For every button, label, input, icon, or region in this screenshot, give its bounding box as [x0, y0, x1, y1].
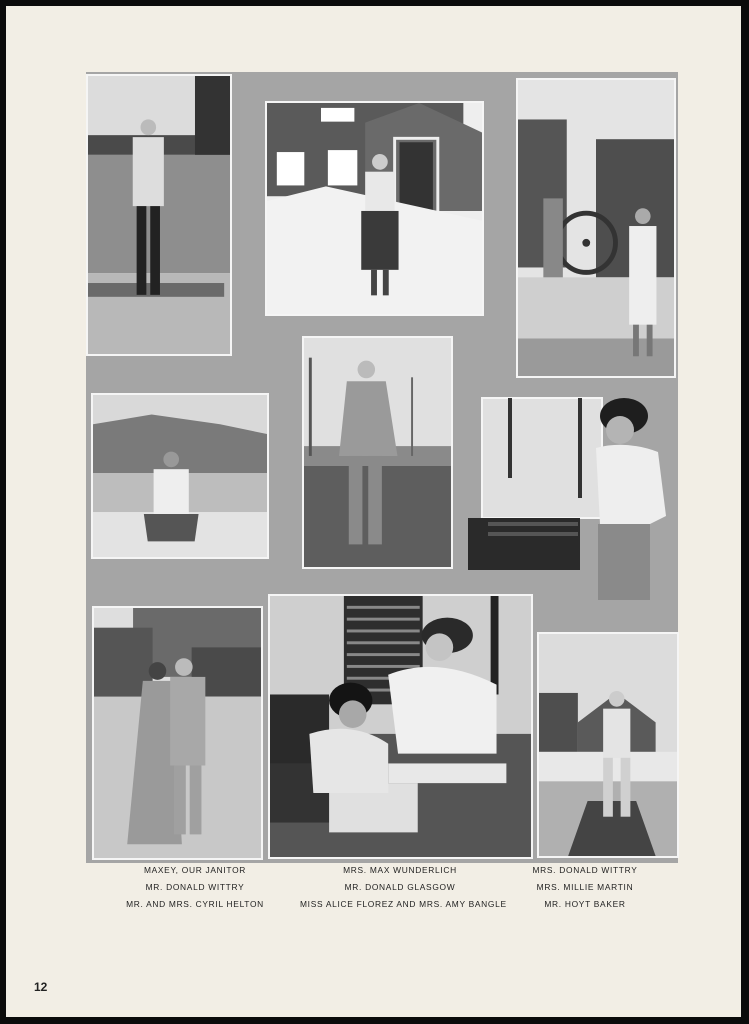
- photo-captions: [86, 862, 686, 922]
- caption-line: MISS ALICE FLOREZ AND MRS. AMY BANGLE: [300, 899, 507, 909]
- caption-line: MRS. DONALD WITTRY: [532, 865, 638, 875]
- caption-line: MAXEY, OUR JANITOR: [143, 865, 247, 875]
- caption-line: MRS. MAX WUNDERLICH: [343, 865, 457, 875]
- page-number: 12: [34, 980, 48, 994]
- photo-mr-wittry-crouching: [91, 393, 269, 559]
- photo-mr-glasgow-suit: [302, 336, 453, 569]
- photo-mr-baker-barn: [537, 632, 679, 858]
- photo-florez-bangle-office: [268, 594, 533, 859]
- photo-maxey-by-lake: [86, 74, 232, 356]
- caption-line: MR. HOYT BAKER: [544, 899, 626, 909]
- photo-mrs-wittry-wagon-wheel: [516, 78, 676, 378]
- caption-line: MR. DONALD WITTRY: [145, 882, 245, 892]
- caption-column-right: [520, 862, 650, 913]
- yearbook-page: [6, 6, 741, 1017]
- caption-line: MRS. MILLIE MARTIN: [536, 882, 634, 892]
- photo-mrs-wunderlich-snow-house: [265, 101, 484, 316]
- caption-line: MR. AND MRS. CYRIL HELTON: [126, 899, 264, 909]
- photo-helton-couple: [92, 606, 263, 860]
- caption-line: MR. DONALD GLASGOW: [344, 882, 456, 892]
- caption-column-left: [120, 862, 270, 913]
- photo-mrs-martin-file-cabinet: [468, 396, 678, 604]
- caption-column-center: [300, 862, 507, 913]
